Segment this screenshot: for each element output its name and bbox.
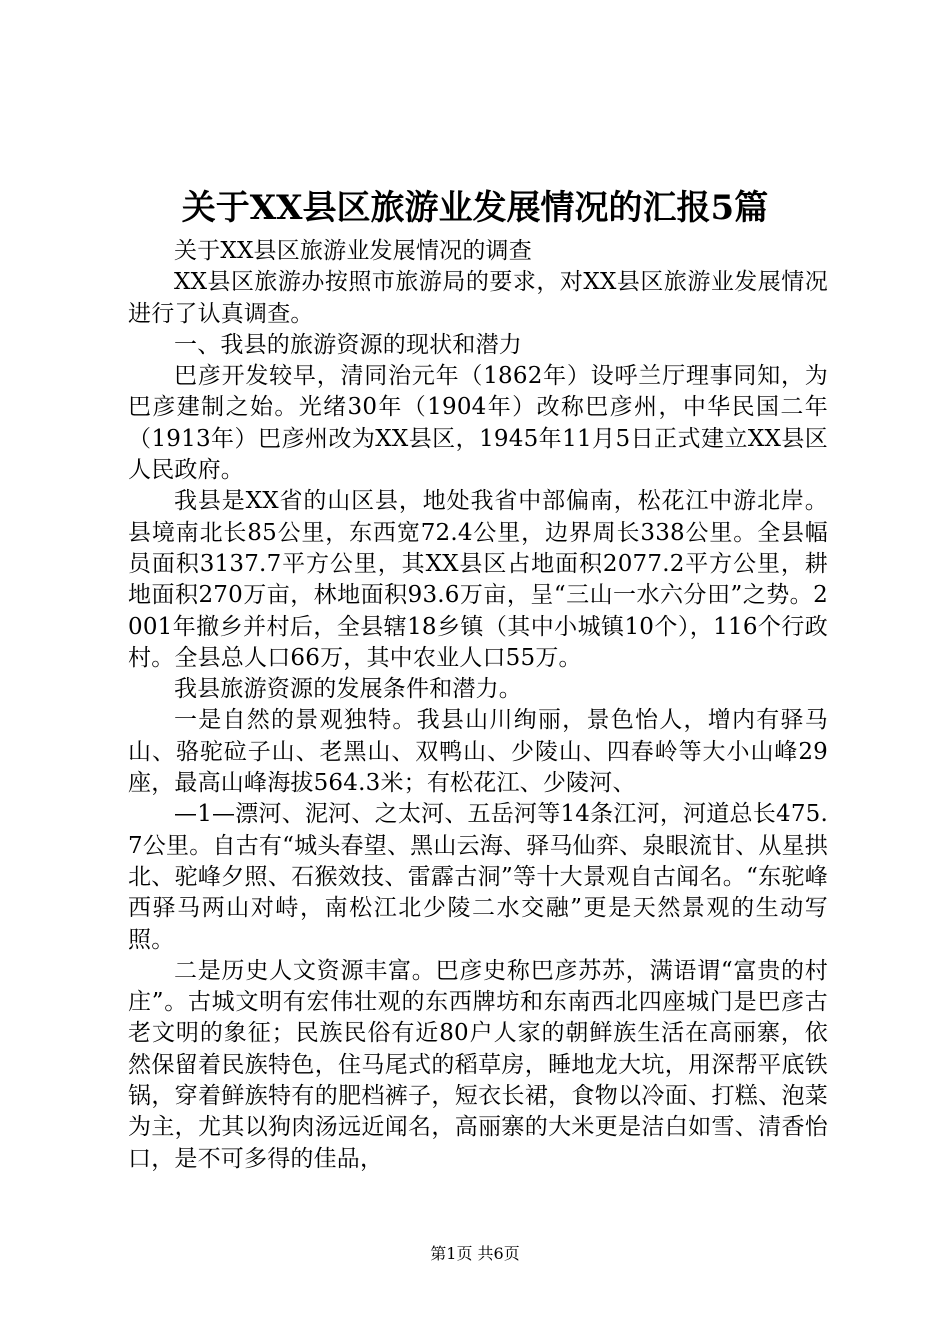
paragraph-2: XX县区旅游办按照市旅游局的要求，对XX县区旅游业发展情况进行了认真调查。 (128, 269, 828, 327)
paragraph-7: 一是自然的景观独特。我县山川绚丽，景色怡人，增内有驿马山、骆驼砬子山、老黑山、双鸭山、少陵山、四春岭等大小山峰29座，最高山峰海拔564.3米；有松花江、少陵河、 (128, 707, 828, 797)
paragraph-5: 我县是XX省的山区县，地处我省中部偏南，松花江中游北岸。县境南北长85公里，东西宽72.4公里，边界周长338公里。全县幅员面积3137.7平方公里，其XX县区占地面积2077.2平方公里，耕地面积270万亩，林地面积93.6万亩，呈“三山一水六分田”之势。2001年撤乡并村后，全县辖18乡镇（其中小城镇10个），116个行政村。全县总人口66万，其中农业人口55万。 (128, 488, 828, 671)
paragraph-4: 巴彦开发较早，清同治元年（1862年）设呼兰厅理事同知，为巴彦建制之始。光绪30年（1904年）改称巴彦州，中华民国二年（1913年）巴彦州改为XX县区，1945年11月5日正式建立XX县区人民政府。 (128, 363, 828, 484)
paragraph-6: 我县旅游资源的发展条件和潜力。 (174, 676, 522, 703)
paragraph-1: 关于XX县区旅游业发展情况的调查 (174, 238, 532, 264)
paragraph-3: 一、我县的旅游资源的现状和潜力 (174, 331, 522, 358)
paragraph-8: —1—漂河、泥河、之太河、五岳河等14条江河，河道总长475.7公里。自古有“城头春望、黑山云海、驿马仙弈、泉眼流甘、从星拱北、驼峰夕照、石猴效技、雷霹古洞”等十大景观自古闻名。“东驼峰西驿马两山对峙，南松江北少陵二水交融”更是天然景观的生动写照。 (128, 801, 828, 953)
document-title: 关于XX县区旅游业发展情况的汇报5篇 (181, 188, 769, 228)
document-body (128, 236, 828, 1175)
page-footer: 第1页 共6页 (430, 1244, 520, 1263)
paragraph-9: 二是历史人文资源丰富。巴彦史称巴彦苏苏，满语谓“富贵的村庄”。古城文明有宏伟壮观的东西牌坊和东南西北四座城门是巴彦古老文明的象征；民族民俗有近80户人家的朝鲜族生活在高丽寨，依然保留着民族特色，住马尾式的稻草房，睡地龙大坑，用深帮平底铁锅，穿着鲜族特有的肥档裤子，短衣长裙，食物以冷面、打糕、泡菜为主，尤其以狗肉汤远近闻名，高丽寨的大米更是洁白如雪、清香怡口，是不可多得的佳品， (128, 957, 828, 1172)
